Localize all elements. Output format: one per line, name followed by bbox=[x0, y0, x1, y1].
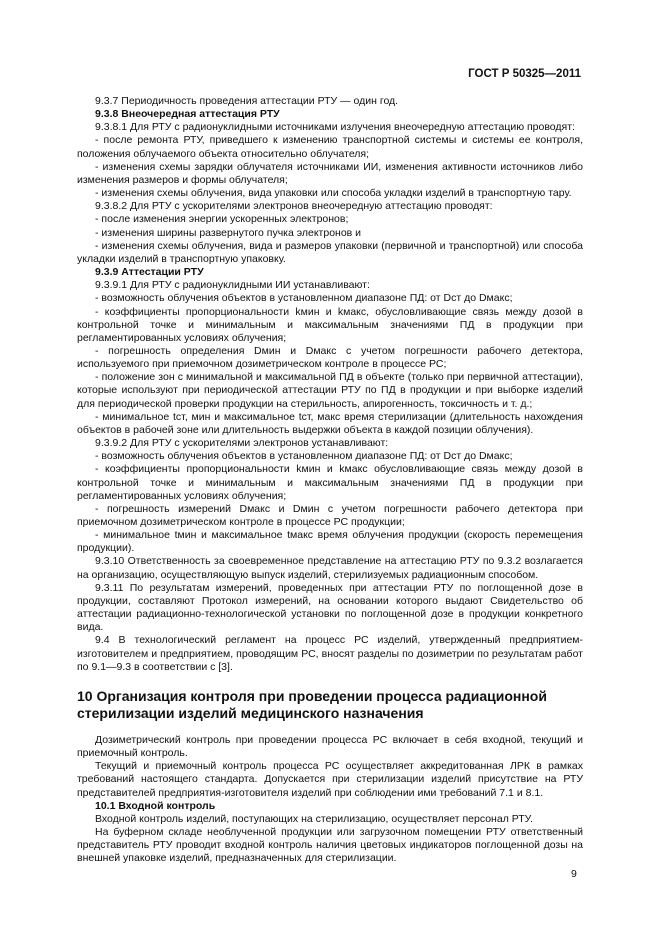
paragraph: Текущий и приемочный контроль процесса РС осуществляет аккредитованная ЛРК в рамках требований настоящего стандарта. Допускается при стерилизации изделий присутствие на РТУ представителей предприятия-изготовителя изделий при соблюдении ими требований 7.1 и 8.1. bbox=[77, 760, 583, 799]
list-item: - после ремонта РТУ, приведшего к изменению транспортной системы и системы ее контроля, положения облучаемого объекта относительно облучателя; bbox=[77, 134, 583, 160]
list-item: - минимальное tст, мин и максимальное tст, макс время стерилизации (длительность нахождения объектов в рабочей зоне или длительность выдержки объекта в каждой позиции облучения). bbox=[77, 410, 583, 436]
paragraph: 9.3.11 По результатам измерений, проведенных при аттестации РТУ по поглощенной дозе в продукции, составляют Протокол измерений, на основании которого выдают Свидетельство об аттестации радиационно-технологической установки по поглощенной дозе в продукции конкретного вида. bbox=[77, 581, 583, 634]
paragraph: 9.3.10 Ответственность за своевременное представление на аттестацию РТУ по 9.3.2 возлагается на организацию, осуществляющую выпуск изделий, стерилизуемых радиационным способом. bbox=[77, 555, 583, 581]
document-body bbox=[77, 95, 583, 865]
paragraph: 9.4 В технологический регламент на процесс РС изделий, утвержденный предприятием-изготовителем и предприятием, проводящим РС, вносят разделы по дозиметрии по результатам работ по 9.1—9.3 в соответствии с [3]. bbox=[77, 634, 583, 673]
list-item: - после изменения энергии ускоренных электронов; bbox=[95, 213, 349, 226]
paragraph: 9.3.8.1 Для РТУ с радионуклидными источниками излучения внеочередную аттестацию проводят: bbox=[95, 121, 575, 134]
paragraph: 9.3.8.2 Для РТУ с ускорителями электронов внеочередную аттестацию проводят: bbox=[95, 200, 493, 213]
list-item: - изменения схемы облучения, вида упаковки или способа укладки изделий в транспортную тару. bbox=[95, 187, 572, 200]
list-item: - изменения схемы облучения, вида и размеров упаковки (первичной и транспортной) или способа укладки изделий в транспортную упаковку. bbox=[77, 239, 583, 265]
page-number: 9 bbox=[571, 868, 577, 880]
list-item: - возможность облучения объектов в установленном диапазоне ПД: от Dст до Dмакс; bbox=[95, 292, 513, 305]
list-item: - изменения схемы зарядки облучателя источниками ИИ, изменения активности источников либо изменения размеров и формы облучателя; bbox=[77, 160, 583, 186]
list-item: - коэффициенты пропорциональности kмин и kмакс обусловливающие связь между дозой в контрольной точке и минимальным и максимальным значениями ПД в продукции при регламентированных условиях облучения; bbox=[77, 463, 583, 502]
paragraph: На буферном складе необлученной продукции или загрузочном помещении РТУ ответственный представитель РТУ проводит входной контроль наличия цветовых индикаторов поглощенной дозы на внешней упаковке изделий, предназначенных для стерилизации. bbox=[77, 825, 583, 865]
paragraph: 9.3.9.2 Для РТУ с ускорителями электронов устанавливают: bbox=[95, 437, 389, 450]
paragraph: Входной контроль изделий, поступающих на стерилизацию, осуществляет персонал РТУ. bbox=[95, 812, 533, 825]
list-item: - положение зон с минимальной и максимальной ПД в объекте (только при первичной аттестации), которые используют при периодической аттестации РТУ по ПД в продукции и при выборке изделий для периодической проверки продукции на стерильность, апирогенность, токсичность и т. д.; bbox=[77, 371, 583, 410]
list-item: - коэффициенты пропорциональности kмин и kмакс, обусловливающие связь между дозой в контрольной точке и минимальным и максимальным значениями ПД в продукции при регламентированных условиях облучения; bbox=[77, 305, 583, 344]
list-item: - погрешность измерений Dмакс и Dмин с учетом погрешности рабочего детектора при приемочном дозиметрическом контроле в процессе РС продукции; bbox=[77, 502, 583, 528]
subsection-heading: 9.3.8 Внеочередная аттестация РТУ bbox=[95, 108, 280, 121]
list-item: - минимальное tмин и максимальное tмакс время облучения продукции (скорость перемещения продукции). bbox=[77, 529, 583, 555]
list-item: - возможность облучения объектов в установленном диапазоне ПД: от Dст до Dмакс; bbox=[95, 450, 513, 463]
list-item: - погрешность определения Dмин и Dмакс с учетом погрешности рабочего детектора, используемого при приемочном дозиметрическом контроле в процессе РС; bbox=[77, 344, 583, 371]
paragraph: Дозиметрический контроль при проведении процесса РС включает в себя входной, текущий и приемочный контроль. bbox=[77, 733, 583, 760]
subsection-heading: 9.3.9 Аттестации РТУ bbox=[95, 266, 204, 279]
subsection-heading: 10.1 Входной контроль bbox=[95, 799, 216, 812]
section-heading: 10 Организация контроля при проведении процесса радиационной стерилизации изделий медицинского назначения bbox=[77, 687, 547, 721]
list-item: - изменения ширины развернутого пучка электронов и bbox=[95, 226, 362, 239]
document-header: ГОСТ Р 50325—2011 bbox=[468, 68, 581, 80]
paragraph: 9.3.7 Периодичность проведения аттестации РТУ — один год. bbox=[95, 95, 399, 107]
paragraph: 9.3.9.1 Для РТУ с радионуклидными ИИ устанавливают: bbox=[95, 279, 370, 292]
